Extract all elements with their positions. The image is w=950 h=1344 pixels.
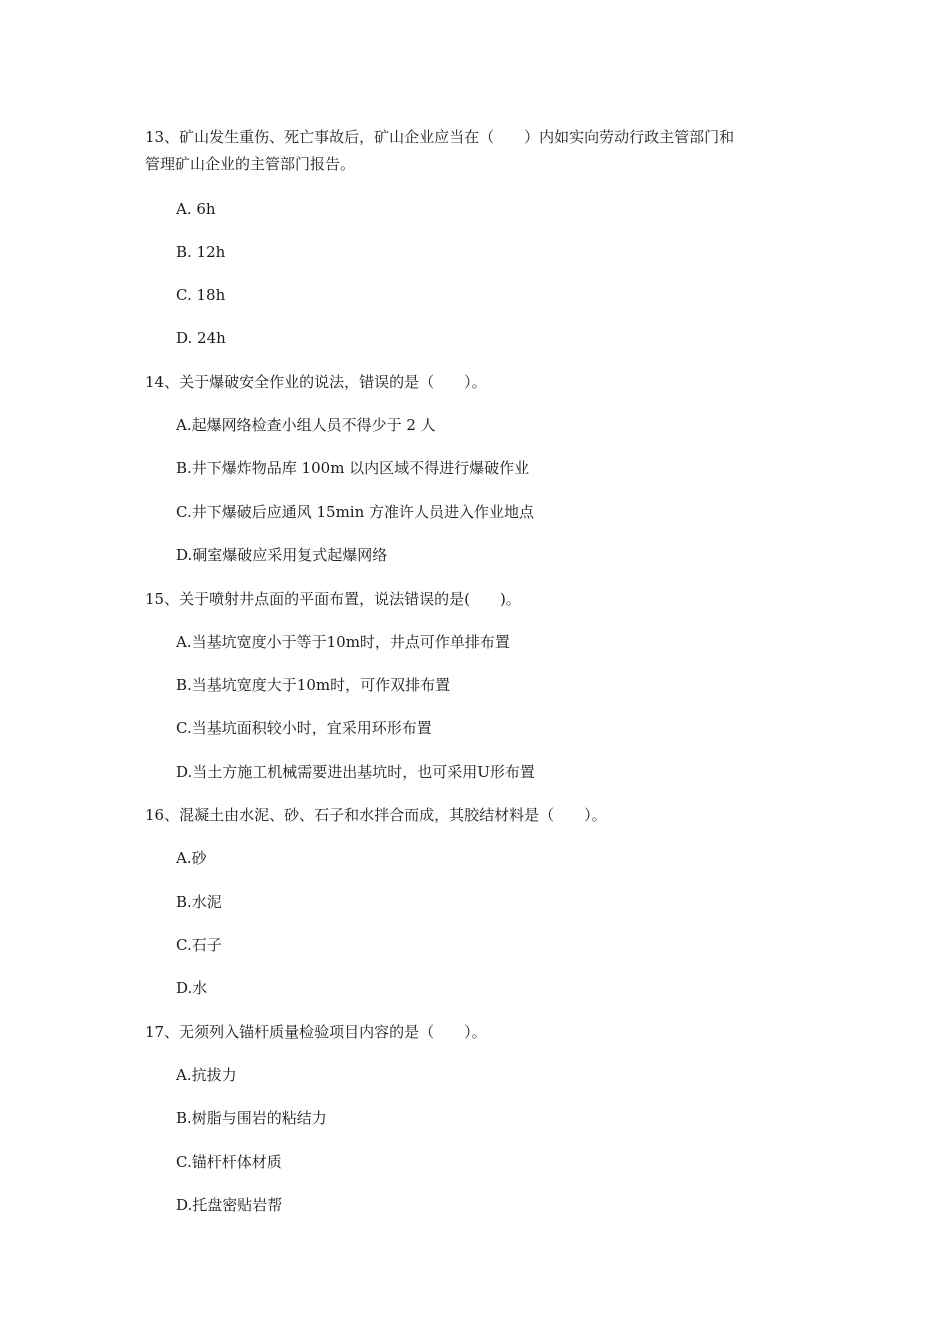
question-14-option-c: C.井下爆破后应通风 15min 方准许人员进入作业地点 [176,503,535,521]
question-15-option-c: C.当基坑面积较小时，宜采用环形布置 [176,719,432,737]
question-13-option-b: B. 12h [176,243,226,261]
question-17-option-c: C.锚杆杆体材质 [176,1153,282,1171]
question-17-option-d: D.托盘密贴岩帮 [176,1196,283,1214]
question-15-option-a: A.当基坑宽度小于等于10m时，井点可作单排布置 [176,633,510,651]
question-14-option-d: D.硐室爆破应采用复式起爆网络 [176,546,388,564]
question-16-option-b: B.水泥 [176,893,222,911]
question-14-option-b: B.井下爆炸物品库 100m 以内区域不得进行爆破作业 [176,459,530,477]
question-14-stem: 14、关于爆破安全作业的说法，错误的是（ ）。 [145,373,487,391]
question-14-option-a: A.起爆网络检查小组人员不得少于 2 人 [176,416,436,434]
question-16-option-c: C.石子 [176,936,222,954]
question-15-option-d: D.当土方施工机械需要进出基坑时，也可采用U形布置 [176,763,535,781]
question-17-stem: 17、无须列入锚杆质量检验项目内容的是（ ）。 [145,1023,487,1041]
question-15-stem: 15、关于喷射井点面的平面布置，说法错误的是( )。 [145,590,521,608]
question-15-option-b: B.当基坑宽度大于10m时，可作双排布置 [176,676,451,694]
question-17-option-b: B.树脂与围岩的粘结力 [176,1109,327,1127]
question-13-option-c: C. 18h [176,286,226,304]
question-16-option-d: D.水 [176,979,208,997]
question-13-option-d: D. 24h [176,329,226,347]
question-13-stem-line-2: 管理矿山企业的主管部门报告。 [145,155,356,173]
question-13-stem-line-1: 13、矿山发生重伤、死亡事故后，矿山企业应当在（ ）内如实向劳动行政主管部门和 [145,128,735,146]
question-16-option-a: A.砂 [176,849,207,867]
question-16-stem: 16、混凝土由水泥、砂、石子和水拌合而成，其胶结材料是（ ）。 [145,806,607,824]
question-17-option-a: A.抗拔力 [176,1066,237,1084]
question-13-option-a: A. 6h [176,200,216,218]
